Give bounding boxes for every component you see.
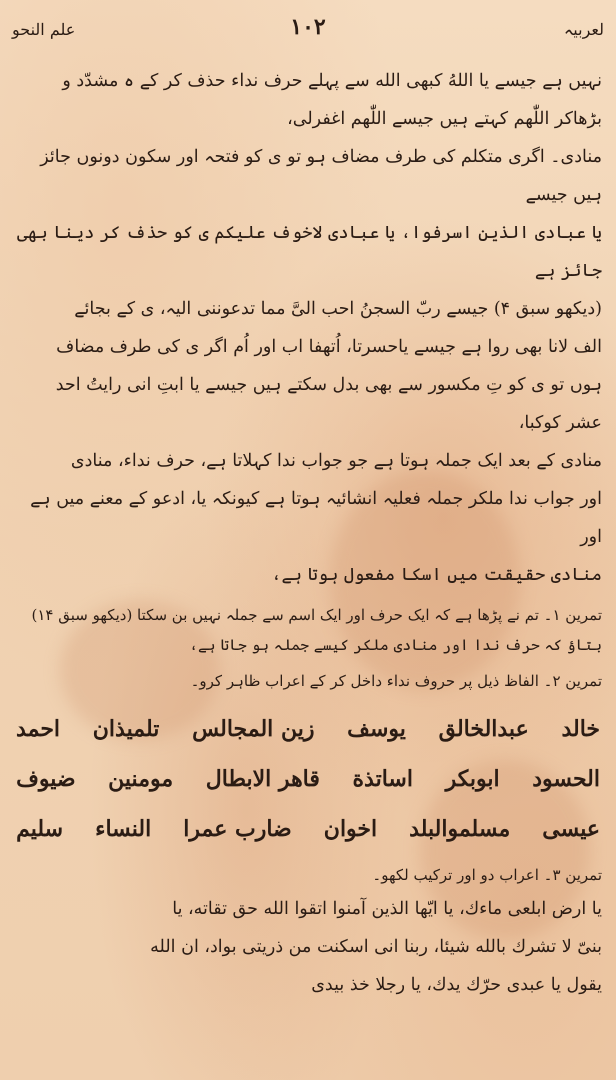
page-header (0, 14, 616, 54)
header-section-title: لعربیہ (563, 20, 604, 39)
word-item: النساء (95, 816, 152, 842)
page-number: ١٠٢ (290, 14, 326, 40)
word-item: تلمیذان (92, 716, 160, 742)
word-grid (14, 704, 602, 854)
word-item: عیسی (542, 816, 600, 842)
exercise-3: تمرین ۳۔ اعراب دو اور ترکیب لکھو۔ (372, 866, 602, 884)
word-item: ابوبکر (445, 766, 500, 792)
word-item: ضیوف (16, 766, 76, 792)
word-row (14, 704, 602, 754)
word-item: الحسود (532, 766, 600, 792)
word-row (14, 804, 602, 854)
word-item: اساتذة (352, 766, 413, 792)
word-item: احمد (16, 716, 61, 742)
word-item: اخوان (323, 816, 378, 842)
word-item: عبدالخالق (438, 716, 529, 742)
word-item: مسلموالبلد (409, 816, 511, 842)
header-book-title: علم النحو (12, 20, 76, 39)
paragraph-intro: نہیں ہے جیسے یا اللهُ کبھی الله سے پہلے حرف نداء حذف کر کے ہ مشدّد و بڑھاکر اللّٰھم کہتے ہیں جیسے اللّٰهم اغفرلی، (62, 71, 602, 129)
paragraph-munada-mutakallim: منادی۔ اگری متکلم کی طرف مضاف ہو تو ی کو فتحہ اور سکون دونوں جائز ہیں جیسے یا عبادی الذین اسرفوا، یا عبادی لاخوف علیکم ی کو حذف کر دینا بھی جائز ہے (دیکھو سبق ۴) جیسے ربّ السجنُ احب الیَّ مما تدعوننی الیہ، ی کے بجائے الف لانا بھی روا ہے جیسے یاحسرتا، اُتھفا اب اور اُم اگر ی کی طرف مضاف ہوں تو ی کو تِ مکسور سے بھی بدل سکتے ہیں جیسے یا ابتِ انی رایتُ احد عشر کوکبا، (16, 147, 602, 433)
word-row (14, 754, 602, 804)
paragraph-jawab-nida: منادی کے بعد ایک جملہ ہوتا ہے جو جواب ندا کہلاتا ہے، حرف نداء، منادی اور جواب ندا ملکر جملہ فعلیہ انشائیہ ہوتا ہے کیونکہ یا، ادعو کے معنے میں ہے اور منادی حقیقت میں اسکا مفعول ہوتا ہے، (30, 451, 602, 585)
exercise-2: تمرین ۲۔ الفاظ ذیل پر حروف نداء داخل کر کے اعراب ظاہر کرو۔ (190, 672, 602, 690)
paragraph-final-examples: یا ارض ابلعی ماءك، یا ایّها الذین آمنوا اتقوا الله حق تقاته، یا بنیّ لا تشرك بالله شیئا، ربنا انی اسکنت من ذریتی بواد، ان الله یقول یا عبدی حرّك یدك، یا رجلا خذ بیدی (150, 899, 602, 995)
page-body (14, 62, 602, 1004)
word-item: زین المجالس (192, 716, 315, 742)
word-item: ضارب عمرا (183, 816, 292, 842)
word-item: سلیم (16, 816, 64, 842)
word-item: قاهر الابطال (205, 766, 320, 792)
word-item: خالد (561, 716, 600, 742)
exercise-1: تمرین ۱۔ تم نے پڑھا ہے کہ ایک حرف اور ایک اسم سے جملہ نہیں بن سکتا (دیکھو سبق ۱۴) بتاؤ کہ حرف ندا اور منادی ملکر کیسے جملہ ہو جاتا ہے، (31, 606, 602, 654)
word-item: مومنین (108, 766, 174, 792)
word-item: یوسف (347, 716, 406, 742)
